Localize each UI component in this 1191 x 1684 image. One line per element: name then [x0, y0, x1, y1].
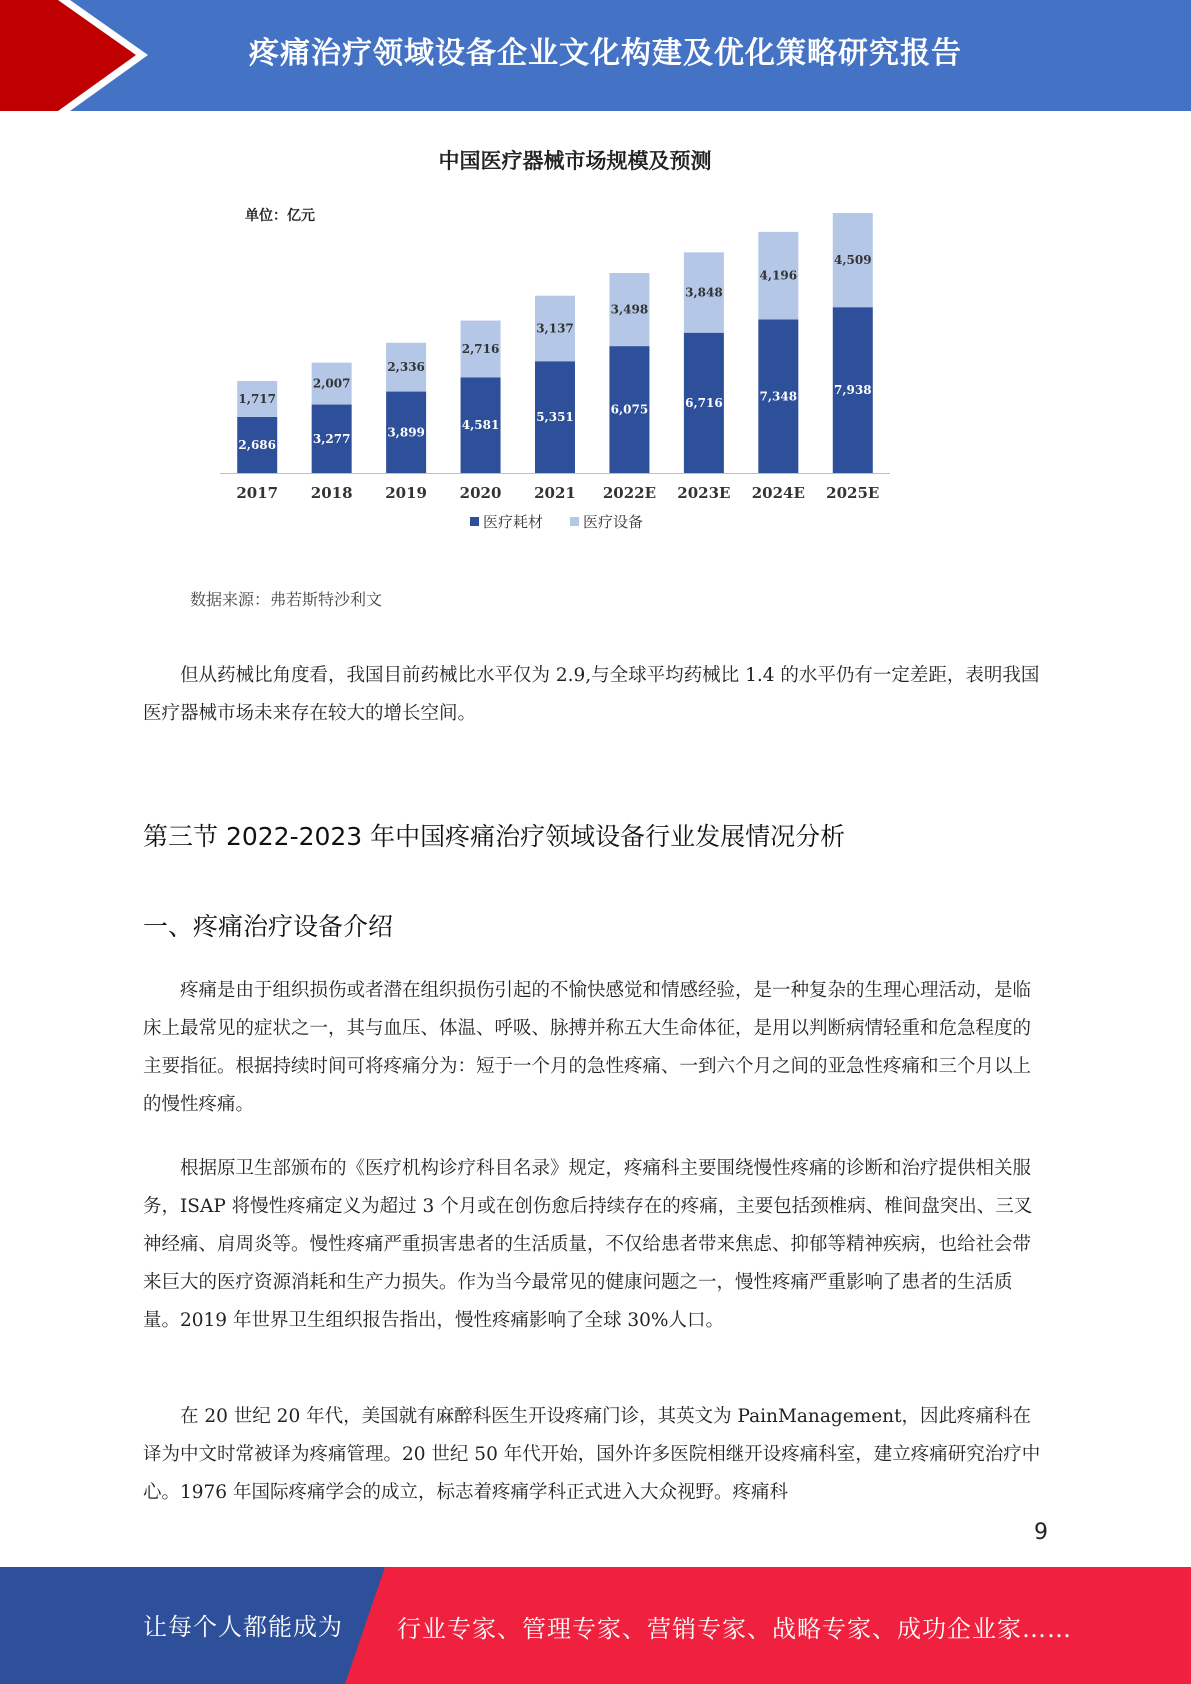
- chart-source: 数据来源：弗若斯特沙利文: [190, 590, 383, 609]
- data-label-consumables-2017: 2,686: [238, 437, 277, 452]
- data-label-equipment-2018: 2,007: [312, 376, 351, 391]
- data-label-equipment-2023E: 3,848: [685, 285, 723, 300]
- data-label-equipment-2019: 2,336: [387, 360, 425, 375]
- data-label-equipment-2025E: 4,509: [833, 253, 872, 268]
- data-label-consumables-2021: 5,351: [536, 410, 574, 425]
- section-title: 第三节 2022-2023 年中国疼痛治疗领域设备行业发展情况分析: [143, 822, 846, 851]
- x-tick-label-2019: 2019: [385, 484, 427, 502]
- paragraph-chronic-pain: 根据原卫生部颁布的《医疗机构诊疗科目名录》规定，疼痛科主要围绕慢性疼痛的诊断和治疗提供相关服务，ISAP 将慢性疼痛定义为超过 3 个月或在创伤愈后持续存在的疼痛，主要包括颈椎病、椎间盘突出、三叉神经痛、肩周炎等。慢性疼痛严重损害患者的生活质量，不仅给患者带来焦虑、抑郁等精神疾病，也给社会带来巨大的医疗资源消耗和生产力损失。作为当今最常见的健康问题之一，慢性疼痛严重影响了患者的生活质量。2019 年世界卫生组织报告指出，慢性疼痛影响了全球 30%人口。: [143, 1158, 1033, 1331]
- legend-swatch-equipment: [570, 517, 579, 526]
- data-label-equipment-2017: 1,717: [238, 391, 277, 406]
- data-label-consumables-2024E: 7,348: [759, 389, 798, 404]
- data-label-consumables-2025E: 7,938: [833, 383, 872, 398]
- data-label-consumables-2019: 3,899: [387, 425, 425, 440]
- x-tick-label-2021: 2021: [534, 484, 576, 502]
- page-header: [0, 0, 1191, 111]
- data-label-equipment-2024E: 4,196: [759, 268, 798, 283]
- legend-label-equipment: 医疗设备: [583, 513, 644, 531]
- paragraph-pain-definition: 疼痛是由于组织损伤或者潜在组织损伤引起的不愉快感觉和情感经验，是一种复杂的生理心理活动，是临床上最常见的症状之一，其与血压、体温、呼吸、脉搏并称五大生命体征，是用以判断病情轻重和危急程度的主要指征。根据持续时间可将疼痛分为：短于一个月的急性疼痛、一到六个月之间的亚急性疼痛和三个月以上的慢性疼痛。: [143, 980, 1032, 1115]
- chart-title: 中国医疗器械市场规模及预测: [438, 148, 712, 173]
- x-tick-label-2025E: 2025E: [826, 484, 880, 502]
- x-tick-label-2017: 2017: [236, 484, 279, 502]
- chart-unit: 单位：亿元: [245, 208, 315, 224]
- legend-swatch-consumables: [470, 517, 479, 526]
- x-tick-label-2023E: 2023E: [677, 484, 731, 502]
- chart-plot: [180, 135, 970, 585]
- footer-slogan-right: 行业专家、管理专家、营销专家、战略专家、成功企业家……: [397, 1615, 1072, 1643]
- page-footer: [0, 1567, 1191, 1684]
- paragraph-pain-history: 在 20 世纪 20 年代，美国就有麻醉科医生开设疼痛门诊，其英文为 PainManagement，因此疼痛科在译为中文时常被译为疼痛管理。20 世纪 50 年代开始，国外许多医院相继开设疼痛科室，建立疼痛研究治疗中心。1976 年国际疼痛学会的成立，标志着疼痛学科正式进入大众视野。疼痛科: [143, 1406, 1041, 1503]
- data-label-equipment-2020: 2,716: [461, 341, 500, 356]
- data-label-equipment-2022E: 3,498: [610, 302, 649, 317]
- data-label-consumables-2020: 4,581: [461, 418, 500, 433]
- data-label-consumables-2022E: 6,075: [610, 402, 649, 417]
- page-number: 9: [1034, 1520, 1048, 1545]
- x-tick-label-2024E: 2024E: [751, 484, 805, 502]
- market-size-chart: [180, 135, 970, 655]
- report-title: 疼痛治疗领域设备企业文化构建及优化策略研究报告: [249, 36, 962, 71]
- paragraph-device-ratio: 但从药械比角度看，我国目前药械比水平仅为 2.9,与全球平均药械比 1.4 的水平仍有一定差距，表明我国医疗器械市场未来存在较大的增长空间。: [143, 665, 1040, 724]
- subsection-title: 一、疼痛治疗设备介绍: [143, 912, 394, 941]
- legend-label-consumables: 医疗耗材: [483, 513, 544, 531]
- footer-slogan-left: 让每个人都能成为: [143, 1613, 343, 1641]
- x-tick-label-2020: 2020: [459, 484, 502, 502]
- data-label-consumables-2023E: 6,716: [685, 395, 723, 410]
- x-tick-label-2022E: 2022E: [602, 484, 657, 502]
- x-tick-label-2018: 2018: [310, 484, 353, 502]
- data-label-equipment-2021: 3,137: [536, 321, 574, 336]
- data-label-consumables-2018: 3,277: [312, 431, 351, 446]
